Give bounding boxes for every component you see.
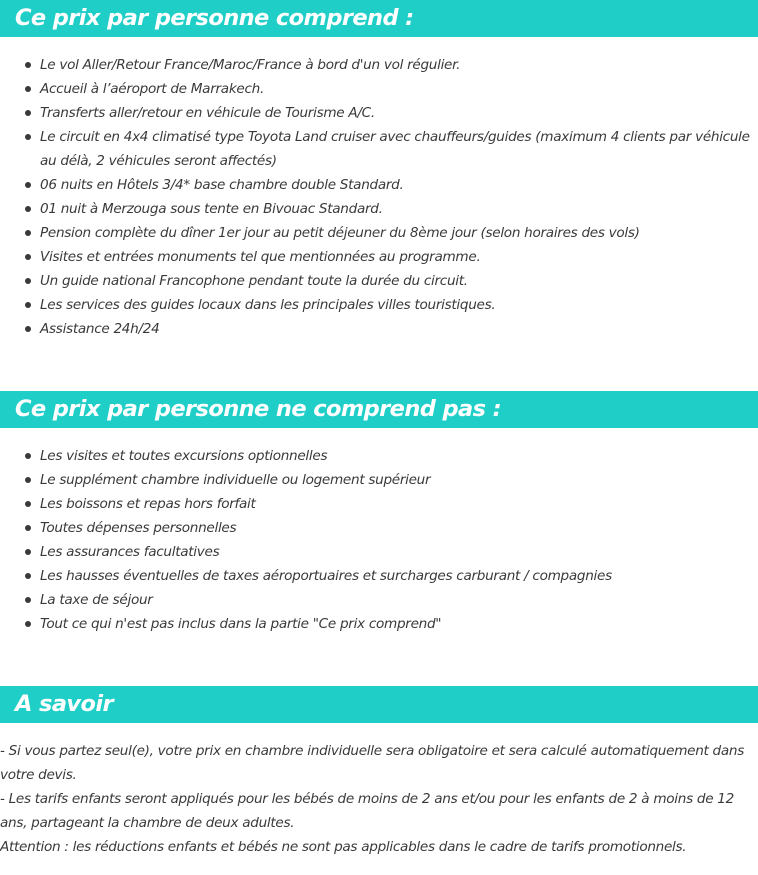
bullet-icon <box>25 134 31 140</box>
list-item-text: La taxe de séjour <box>40 592 153 608</box>
bullet-icon <box>25 278 31 284</box>
bullet-icon <box>25 501 31 507</box>
bullet-icon <box>25 597 31 603</box>
note-paragraph: - Si vous partez seul(e), votre prix en chambre individuelle sera obligatoire et sera calculé automatiquement dans votre devis. <box>0 743 745 783</box>
list-item-text: Les boissons et repas hors forfait <box>40 496 256 512</box>
includes-list <box>0 53 758 341</box>
note-paragraph: Attention : les réductions enfants et bébés ne sont pas applicables dans le cadre de tarifs promotionnels. <box>0 839 687 855</box>
list-item <box>0 468 758 492</box>
list-item-text: Le circuit en 4x4 climatisé type Toyota Land cruiser avec chauffeurs/guides (maximum 4 clients par véhicule au délà, 2 véhicules seront affectés) <box>40 129 750 169</box>
bullet-icon <box>25 206 31 212</box>
bullet-icon <box>25 621 31 627</box>
bullet-icon <box>25 525 31 531</box>
list-item-text: Toutes dépenses personnelles <box>40 520 237 536</box>
bullet-icon <box>25 254 31 260</box>
list-item <box>0 317 758 341</box>
list-item-text: Les hausses éventuelles de taxes aéroportuaires et surcharges carburant / compagnies <box>40 568 612 584</box>
info-notes <box>0 739 758 859</box>
list-item <box>0 612 758 636</box>
excludes-list <box>0 444 758 636</box>
list-item-text: 06 nuits en Hôtels 3/4* base chambre double Standard. <box>40 177 404 193</box>
info-header <box>0 686 758 723</box>
bullet-icon <box>25 110 31 116</box>
list-item <box>0 197 758 221</box>
note-paragraph: - Les tarifs enfants seront appliqués pour les bébés de moins de 2 ans et/ou pour les enfants de 2 à moins de 12 ans, partageant la chambre de deux adultes. <box>0 791 734 831</box>
includes-header <box>0 0 758 37</box>
list-item <box>0 125 758 173</box>
list-item <box>0 221 758 245</box>
list-item-text: Accueil à l’aéroport de Marrakech. <box>40 81 264 97</box>
list-item-text: Assistance 24h/24 <box>40 321 160 337</box>
list-item <box>0 444 758 468</box>
info-title: A savoir <box>15 691 113 717</box>
list-item <box>0 293 758 317</box>
bullet-icon <box>25 573 31 579</box>
list-item <box>0 564 758 588</box>
bullet-icon <box>25 230 31 236</box>
list-item <box>0 53 758 77</box>
bullet-icon <box>25 86 31 92</box>
list-item <box>0 173 758 197</box>
list-item-text: Pension complète du dîner 1er jour au petit déjeuner du 8ème jour (selon horaires des vols) <box>40 225 640 241</box>
list-item <box>0 77 758 101</box>
excludes-header <box>0 391 758 428</box>
excludes-title: Ce prix par personne ne comprend pas : <box>15 396 502 422</box>
list-item-text: Les assurances facultatives <box>40 544 220 560</box>
list-item-text: Transferts aller/retour en véhicule de Tourisme A/C. <box>40 105 375 121</box>
list-item-text: Les services des guides locaux dans les principales villes touristiques. <box>40 297 496 313</box>
list-item-text: Le supplément chambre individuelle ou logement supérieur <box>40 472 431 488</box>
list-item <box>0 245 758 269</box>
list-item <box>0 269 758 293</box>
bullet-icon <box>25 182 31 188</box>
list-item-text: 01 nuit à Merzouga sous tente en Bivouac Standard. <box>40 201 383 217</box>
bullet-icon <box>25 549 31 555</box>
list-item <box>0 101 758 125</box>
list-item <box>0 492 758 516</box>
list-item <box>0 516 758 540</box>
list-item <box>0 588 758 612</box>
bullet-icon <box>25 62 31 68</box>
list-item <box>0 540 758 564</box>
bullet-icon <box>25 477 31 483</box>
list-item-text: Visites et entrées monuments tel que mentionnées au programme. <box>40 249 481 265</box>
list-item-text: Tout ce qui n'est pas inclus dans la partie "Ce prix comprend" <box>40 616 442 632</box>
list-item-text: Le vol Aller/Retour France/Maroc/France à bord d'un vol régulier. <box>40 57 461 73</box>
bullet-icon <box>25 326 31 332</box>
list-item-text: Un guide national Francophone pendant toute la durée du circuit. <box>40 273 468 289</box>
list-item-text: Les visites et toutes excursions optionnelles <box>40 448 328 464</box>
bullet-icon <box>25 453 31 459</box>
bullet-icon <box>25 302 31 308</box>
includes-title: Ce prix par personne comprend : <box>15 5 414 31</box>
